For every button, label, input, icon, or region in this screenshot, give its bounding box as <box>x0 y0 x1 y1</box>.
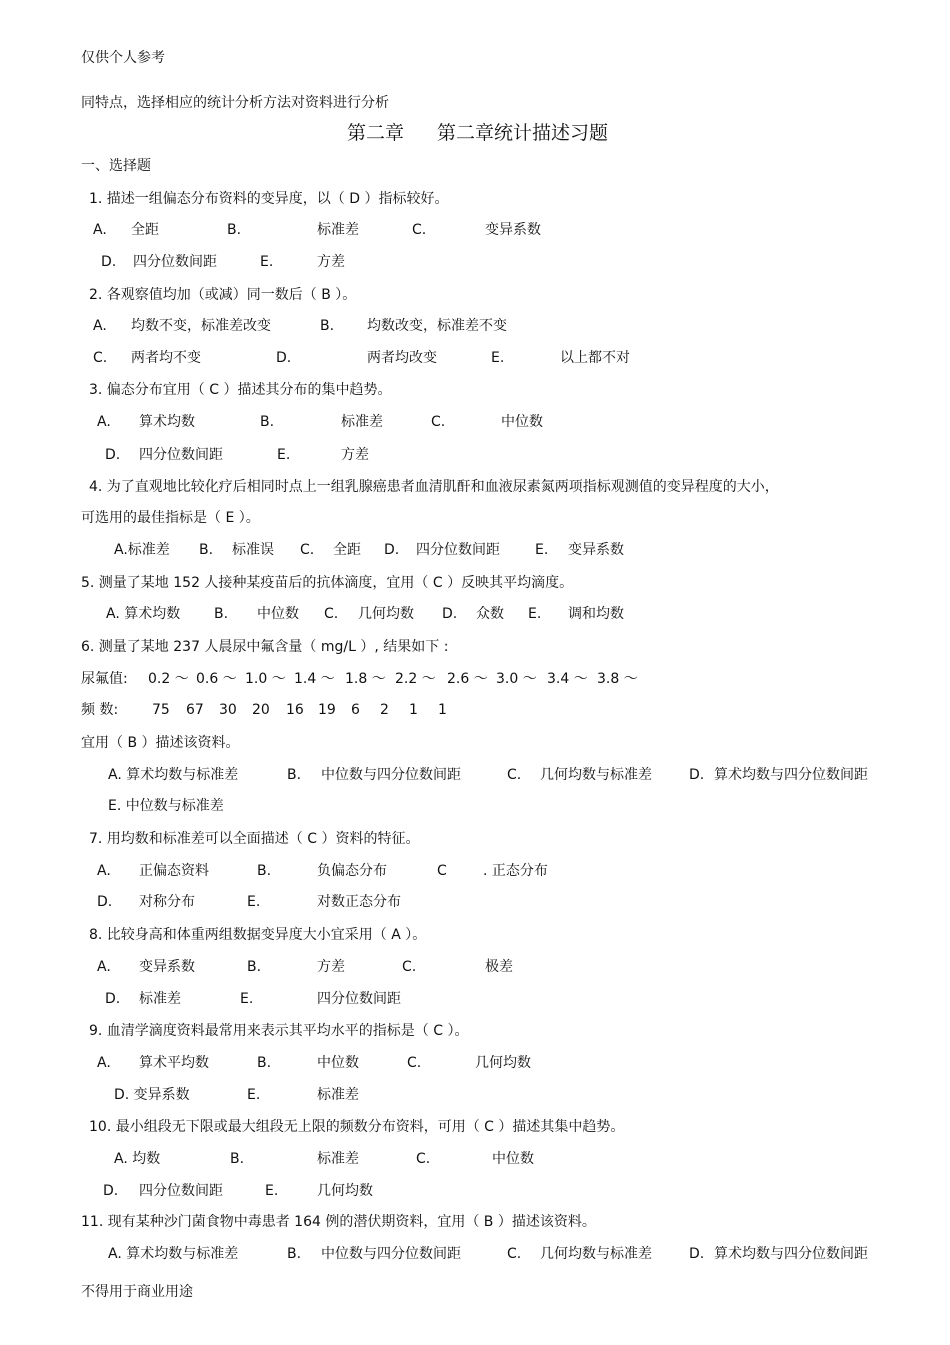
q6-option-text: 几何均数与标准差 <box>540 767 652 783</box>
q9-option-text: 中位数 <box>317 1055 359 1071</box>
q8-option-text: 变异系数 <box>139 959 195 975</box>
question-3-stem: 3. 偏态分布宜用（ C ）描述其分布的集中趋势。 <box>89 382 392 398</box>
q1-option-text: 变异系数 <box>485 222 541 238</box>
q1-option-text: 全距 <box>131 222 159 238</box>
q11-option-letter: B. <box>287 1246 302 1262</box>
q2-option-letter: E. <box>491 350 505 366</box>
q10-option: A. 均数 <box>114 1151 161 1167</box>
q8-option-text: 四分位数间距 <box>317 991 401 1007</box>
question-4-stem: 4. 为了直观地比较化疗后相同时点上一组乳腺癌患者血清肌酐和血液尿素氮两项指标观测值的变异程度的大小， <box>89 479 779 495</box>
q2-option-text: 均数不变，标准差改变 <box>131 318 271 334</box>
q6-value: 1.4 ～ <box>294 671 335 687</box>
q8-option-letter: D. <box>105 991 121 1007</box>
q2-option-letter: D. <box>276 350 292 366</box>
q8-option-text: 标准差 <box>139 991 181 1007</box>
q6-value: 2.2 ～ <box>395 671 436 687</box>
section-heading: 一、选择题 <box>81 158 151 174</box>
q7-option-text: 对称分布 <box>139 894 195 910</box>
q5-option-letter: C. <box>324 606 339 622</box>
q6-frequency: 30 <box>219 702 237 718</box>
q10-option-text: 中位数 <box>492 1151 534 1167</box>
q6-value: 3.8 ～ <box>597 671 638 687</box>
q3-option-text: 四分位数间距 <box>139 447 223 463</box>
q3-option-text: 标准差 <box>341 414 383 430</box>
page-footer-note: 不得用于商业用途 <box>81 1284 193 1300</box>
q3-option-letter: B. <box>260 414 275 430</box>
q4-option-text: 全距 <box>333 542 361 558</box>
q1-option-text: 方差 <box>317 254 345 270</box>
question-9-stem: 9. 血清学滴度资料最常用来表示其平均水平的指标是（ C ）。 <box>89 1023 469 1039</box>
q8-option-letter: E. <box>240 991 254 1007</box>
question-5-stem: 5. 测量了某地 152 人接种某疫苗后的抗体滴度，宜用（ C ）反映其平均滴度。 <box>81 575 574 591</box>
q6-frequency: 75 <box>152 702 170 718</box>
q6-value: 3.0 ～ <box>496 671 537 687</box>
q1-option-letter: E. <box>260 254 274 270</box>
q6-value: 1.0 ～ <box>245 671 286 687</box>
q6-frequency: 16 <box>286 702 304 718</box>
question-11-stem: 11. 现有某种沙门菌食物中毒患者 164 例的潜伏期资料，宜用（ B ）描述该资料。 <box>81 1214 596 1230</box>
q9-option-text: 算术平均数 <box>139 1055 209 1071</box>
q2-option-letter: A. <box>93 318 107 334</box>
q1-option-letter: D. <box>101 254 117 270</box>
q6-frequency: 67 <box>186 702 204 718</box>
q10-option-letter: E. <box>265 1183 279 1199</box>
q6-option-text: 算术均数与四分位数间距 <box>714 767 868 783</box>
q3-option-letter: E. <box>277 447 291 463</box>
q6-row-label: 频 数: <box>81 702 119 718</box>
q1-option-text: 标准差 <box>317 222 359 238</box>
question-4-stem-cont: 可选用的最佳指标是（ E ）。 <box>81 510 260 526</box>
q3-option-text: 算术均数 <box>139 414 195 430</box>
q4-option-letter: E. <box>535 542 549 558</box>
q7-option-text: 正偏态资料 <box>139 863 209 879</box>
q10-option-letter: B. <box>230 1151 245 1167</box>
q2-option-text: 以上都不对 <box>560 350 630 366</box>
q9-option: D. 变异系数 <box>114 1087 190 1103</box>
q4-option: A.标准差 <box>114 542 170 558</box>
q6-value: 1.8 ～ <box>345 671 386 687</box>
q8-option-letter: B. <box>247 959 262 975</box>
chapter-label: 第二章 <box>347 122 405 144</box>
q8-option-text: 方差 <box>317 959 345 975</box>
q4-option-letter: C. <box>300 542 315 558</box>
q11-option-text: 算术均数与四分位数间距 <box>714 1246 868 1262</box>
chapter-title: 第二章统计描述习题 <box>437 122 609 144</box>
q9-option-letter: B. <box>257 1055 272 1071</box>
question-2-stem: 2. 各观察值均加（或减）同一数后（ B ）。 <box>89 287 357 303</box>
q6-frequency: 6 <box>351 702 360 718</box>
q5-option-letter: D. <box>442 606 458 622</box>
q10-option-text: 几何均数 <box>317 1183 373 1199</box>
q6-frequency: 1 <box>409 702 418 718</box>
q9-option-text: 几何均数 <box>475 1055 531 1071</box>
q3-option-text: 中位数 <box>501 414 543 430</box>
q9-option-letter: C. <box>407 1055 422 1071</box>
q5-option-text: 几何均数 <box>358 606 414 622</box>
q10-option-letter: C. <box>416 1151 431 1167</box>
q6-row-label: 尿氟值: <box>81 671 128 687</box>
q7-option-text: 对数正态分布 <box>317 894 401 910</box>
q11-option-letter: D. <box>689 1246 705 1262</box>
q6-value: 0.2 ～ <box>148 671 189 687</box>
q5-option-text: 调和均数 <box>568 606 624 622</box>
q8-option-letter: C. <box>402 959 417 975</box>
q4-option-letter: D. <box>384 542 400 558</box>
q3-option-letter: D. <box>105 447 121 463</box>
q9-option-letter: E. <box>247 1087 261 1103</box>
q8-option-letter: A. <box>97 959 111 975</box>
q6-value: 0.6 ～ <box>196 671 237 687</box>
q11-option: A. 算术均数与标准差 <box>108 1246 239 1262</box>
q5-option-text: 众数 <box>476 606 504 622</box>
q2-option-text: 两者均改变 <box>367 350 437 366</box>
q7-option-letter: A. <box>97 863 111 879</box>
q5-option-letter: E. <box>528 606 542 622</box>
page-header-note: 仅供个人参考 <box>81 50 165 66</box>
q7-option-text: 负偏态分布 <box>317 863 387 879</box>
q9-option-letter: A. <box>97 1055 111 1071</box>
q6-option-letter: B. <box>287 767 302 783</box>
q7-option-letter: C <box>437 863 447 879</box>
q6-value: 3.4 ～ <box>547 671 588 687</box>
q6-option-letter: C. <box>507 767 522 783</box>
q9-option-text: 标准差 <box>317 1087 359 1103</box>
question-7-stem: 7. 用均数和标准差可以全面描述（ C ）资料的特征。 <box>89 831 420 847</box>
q2-option-letter: B. <box>320 318 335 334</box>
q11-option-text: 几何均数与标准差 <box>540 1246 652 1262</box>
q7-option-letter: D. <box>97 894 113 910</box>
intro-text: 同特点，选择相应的统计分析方法对资料进行分析 <box>81 95 389 111</box>
q4-option-letter: B. <box>199 542 214 558</box>
q6-option: E. 中位数与标准差 <box>108 798 224 814</box>
q2-option-text: 均数改变，标准差不变 <box>367 318 507 334</box>
q6-option: A. 算术均数与标准差 <box>108 767 239 783</box>
q6-option-letter: D. <box>689 767 705 783</box>
q6-frequency: 19 <box>318 702 336 718</box>
q2-option-letter: C. <box>93 350 108 366</box>
q1-option-letter: B. <box>227 222 242 238</box>
q3-option-text: 方差 <box>341 447 369 463</box>
q5-option-text: 中位数 <box>257 606 299 622</box>
q10-option-text: 四分位数间距 <box>139 1183 223 1199</box>
q10-option-text: 标准差 <box>317 1151 359 1167</box>
q6-frequency: 20 <box>252 702 270 718</box>
q1-option-text: 四分位数间距 <box>133 254 217 270</box>
q4-option-text: 标准误 <box>232 542 274 558</box>
q7-option-letter: B. <box>257 863 272 879</box>
q10-option-letter: D. <box>103 1183 119 1199</box>
q3-option-letter: C. <box>431 414 446 430</box>
q7-option-letter: E. <box>247 894 261 910</box>
q11-option-letter: C. <box>507 1246 522 1262</box>
question-10-stem: 10. 最小组段无下限或最大组段无上限的频数分布资料，可用（ C ）描述其集中趋势。 <box>89 1119 625 1135</box>
q6-frequency: 1 <box>438 702 447 718</box>
q6-frequency: 2 <box>380 702 389 718</box>
q2-option-text: 两者均不变 <box>131 350 201 366</box>
q11-option-text: 中位数与四分位数间距 <box>321 1246 461 1262</box>
question-8-stem: 8. 比较身高和体重两组数据变异度大小宜采用（ A ）。 <box>89 927 427 943</box>
question-6-stem: 6. 测量了某地 237 人晨尿中氟含量（ mg/L ）, 结果如下 : <box>81 639 449 655</box>
q4-option-text: 变异系数 <box>568 542 624 558</box>
q6-option-text: 中位数与四分位数间距 <box>321 767 461 783</box>
question-6-stem-cont: 宜用（ B ）描述该资料。 <box>81 735 240 751</box>
q5-option: A. 算术均数 <box>106 606 181 622</box>
q7-option-text: . 正态分布 <box>483 863 548 879</box>
q6-value: 2.6 ～ <box>447 671 488 687</box>
q1-option-letter: A. <box>93 222 107 238</box>
q8-option-text: 极差 <box>485 959 513 975</box>
q5-option-letter: B. <box>214 606 229 622</box>
question-1-stem: 1. 描述一组偏态分布资料的变异度，以（ D ）指标较好。 <box>89 191 449 207</box>
q4-option-text: 四分位数间距 <box>416 542 500 558</box>
q3-option-letter: A. <box>97 414 111 430</box>
q1-option-letter: C. <box>412 222 427 238</box>
